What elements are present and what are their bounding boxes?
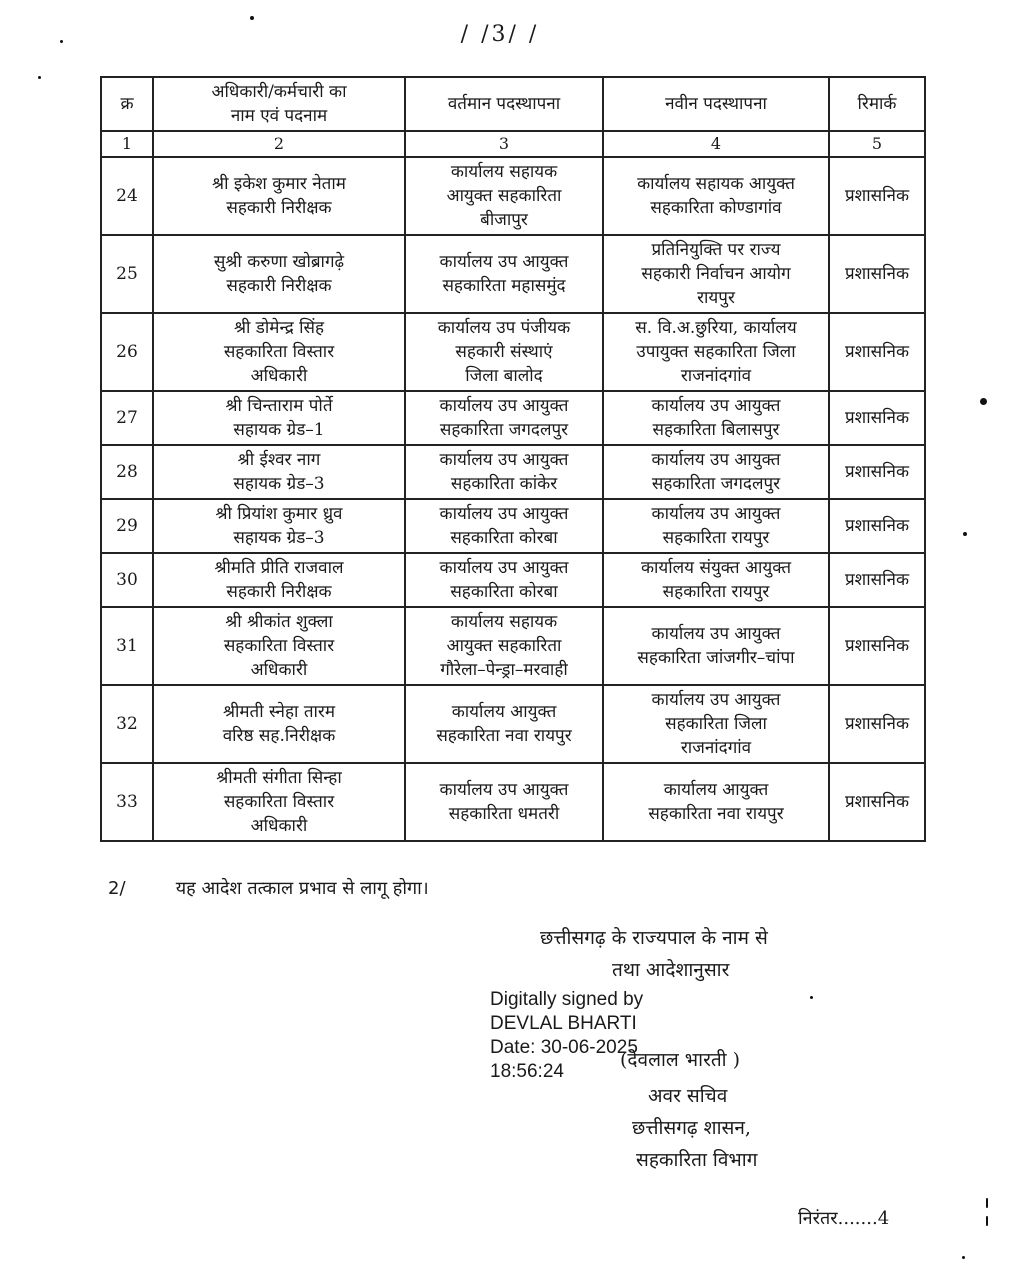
remark: प्रशासनिक <box>829 445 925 499</box>
current-posting: कार्यालय उप आयुक्त सहकारिता कोरबा <box>405 499 603 553</box>
serial-number: 26 <box>101 313 153 391</box>
government-name: छत्तीसगढ़ शासन, <box>632 1117 751 1139</box>
employee-name: श्री ईश्वर नाग सहायक ग्रेड–3 <box>153 445 405 499</box>
current-posting: कार्यालय उप आयुक्त सहकारिता कांकेर <box>405 445 603 499</box>
table-row <box>101 553 925 607</box>
table-header-row <box>101 77 925 131</box>
header-current-posting: वर्तमान पदस्थापना <box>405 77 603 131</box>
column-number-row <box>101 131 925 157</box>
new-posting: कार्यालय संयुक्त आयुक्त सहकारिता रायपुर <box>603 553 829 607</box>
serial-number: 29 <box>101 499 153 553</box>
scan-speck <box>986 1216 988 1226</box>
column-number: 2 <box>153 131 405 157</box>
note-text: यह आदेश तत्काल प्रभाव से लागू होगा। <box>175 878 429 899</box>
new-posting: कार्यालय उप आयुक्त सहकारिता रायपुर <box>603 499 829 553</box>
digital-signature-line: 18:56:24 <box>490 1061 564 1082</box>
serial-number: 33 <box>101 763 153 841</box>
page-number: / /3/ / <box>460 22 540 47</box>
new-posting: कार्यालय उप आयुक्त सहकारिता जांजगीर–चांपा <box>603 607 829 685</box>
remark: प्रशासनिक <box>829 391 925 445</box>
employee-name: श्री प्रियांश कुमार ध्रुव सहायक ग्रेड–3 <box>153 499 405 553</box>
table-row <box>101 391 925 445</box>
header-serial: क्र <box>101 77 153 131</box>
serial-number: 32 <box>101 685 153 763</box>
new-posting: कार्यालय आयुक्त सहकारिता नवा रायपुर <box>603 763 829 841</box>
digital-signature-line: Digitally signed by <box>490 989 644 1010</box>
scan-speck <box>38 76 41 79</box>
employee-name: श्री डोमेन्द्र सिंह सहकारिता विस्तार अधिकारी <box>153 313 405 391</box>
signatory-designation: अवर सचिव <box>648 1085 728 1107</box>
serial-number: 28 <box>101 445 153 499</box>
scan-speck <box>60 40 63 43</box>
current-posting: कार्यालय उप आयुक्त सहकारिता धमतरी <box>405 763 603 841</box>
remark: प्रशासनिक <box>829 499 925 553</box>
remark: प्रशासनिक <box>829 607 925 685</box>
new-posting: कार्यालय उप आयुक्त सहकारिता जिला राजनांदगांव <box>603 685 829 763</box>
current-posting: कार्यालय उप आयुक्त सहकारिता जगदलपुर <box>405 391 603 445</box>
department-name: सहकारिता विभाग <box>636 1149 758 1171</box>
scan-speck <box>962 1256 965 1259</box>
serial-number: 25 <box>101 235 153 313</box>
current-posting: कार्यालय उप आयुक्त सहकारिता कोरबा <box>405 553 603 607</box>
current-posting: कार्यालय सहायक आयुक्त सहकारिता गौरेला–पेन्ड्रा–मरवाही <box>405 607 603 685</box>
new-posting: प्रतिनियुक्ति पर राज्य सहकारी निर्वाचन आयोग रायपुर <box>603 235 829 313</box>
remark: प्रशासनिक <box>829 157 925 235</box>
table-row <box>101 499 925 553</box>
remark: प्रशासनिक <box>829 235 925 313</box>
current-posting: कार्यालय उप आयुक्त सहकारिता महासमुंद <box>405 235 603 313</box>
serial-number: 24 <box>101 157 153 235</box>
header-new-posting: नवीन पदस्थापना <box>603 77 829 131</box>
employee-name: सुश्री करुणा खोब्रागढ़े सहकारी निरीक्षक <box>153 235 405 313</box>
effect-note <box>108 876 429 900</box>
order-line-1: छत्तीसगढ़ के राज्यपाल के नाम से <box>540 927 768 949</box>
employee-name: श्री चिन्ताराम पोर्ते सहायक ग्रेड–1 <box>153 391 405 445</box>
digital-signature-line: DEVLAL BHARTI <box>490 1013 637 1034</box>
table-row <box>101 763 925 841</box>
remark: प्रशासनिक <box>829 313 925 391</box>
table-row <box>101 685 925 763</box>
remark: प्रशासनिक <box>829 685 925 763</box>
new-posting: कार्यालय उप आयुक्त सहकारिता जगदलपुर <box>603 445 829 499</box>
serial-number: 30 <box>101 553 153 607</box>
employee-name: श्रीमती स्नेहा तारम वरिष्ठ सह.निरीक्षक <box>153 685 405 763</box>
column-number: 1 <box>101 131 153 157</box>
new-posting: कार्यालय उप आयुक्त सहकारिता बिलासपुर <box>603 391 829 445</box>
scan-speck <box>963 532 967 536</box>
column-number: 4 <box>603 131 829 157</box>
new-posting: स. वि.अ.छुरिया, कार्यालय उपायुक्त सहकारिता जिला राजनांदगांव <box>603 313 829 391</box>
scan-speck <box>986 1198 988 1208</box>
header-remark: रिमार्क <box>829 77 925 131</box>
employee-name: श्रीमती संगीता सिन्हा सहकारिता विस्तार अधिकारी <box>153 763 405 841</box>
employee-name: श्री श्रीकांत शुक्ला सहकारिता विस्तार अधिकारी <box>153 607 405 685</box>
table-row <box>101 235 925 313</box>
employee-name: श्रीमति प्रीति राजवाल सहकारी निरीक्षक <box>153 553 405 607</box>
employee-name: श्री इकेश कुमार नेताम सहकारी निरीक्षक <box>153 157 405 235</box>
serial-number: 31 <box>101 607 153 685</box>
remark: प्रशासनिक <box>829 553 925 607</box>
note-number: 2/ <box>108 878 126 899</box>
table-row <box>101 157 925 235</box>
scan-speck <box>250 16 254 20</box>
column-number: 3 <box>405 131 603 157</box>
current-posting: कार्यालय आयुक्त सहकारिता नवा रायपुर <box>405 685 603 763</box>
new-posting: कार्यालय सहायक आयुक्त सहकारिता कोण्डागांव <box>603 157 829 235</box>
order-line-2: तथा आदेशानुसार <box>612 959 730 981</box>
table-row <box>101 445 925 499</box>
signatory-name: (देवलाल भारती ) <box>620 1049 741 1071</box>
header-name: अधिकारी/कर्मचारी का नाम एवं पदनाम <box>153 77 405 131</box>
scan-speck <box>980 398 987 405</box>
current-posting: कार्यालय सहायक आयुक्त सहकारिता बीजापुर <box>405 157 603 235</box>
serial-number: 27 <box>101 391 153 445</box>
digital-signature-line: Date: 30-06-2025 <box>490 1037 638 1058</box>
scan-speck <box>810 996 813 999</box>
table-row <box>101 313 925 391</box>
transfer-table <box>100 76 926 842</box>
continued-marker: निरंतर.......4 <box>798 1208 890 1229</box>
column-number: 5 <box>829 131 925 157</box>
current-posting: कार्यालय उप पंजीयक सहकारी संस्थाएं जिला बालोद <box>405 313 603 391</box>
table-row <box>101 607 925 685</box>
remark: प्रशासनिक <box>829 763 925 841</box>
